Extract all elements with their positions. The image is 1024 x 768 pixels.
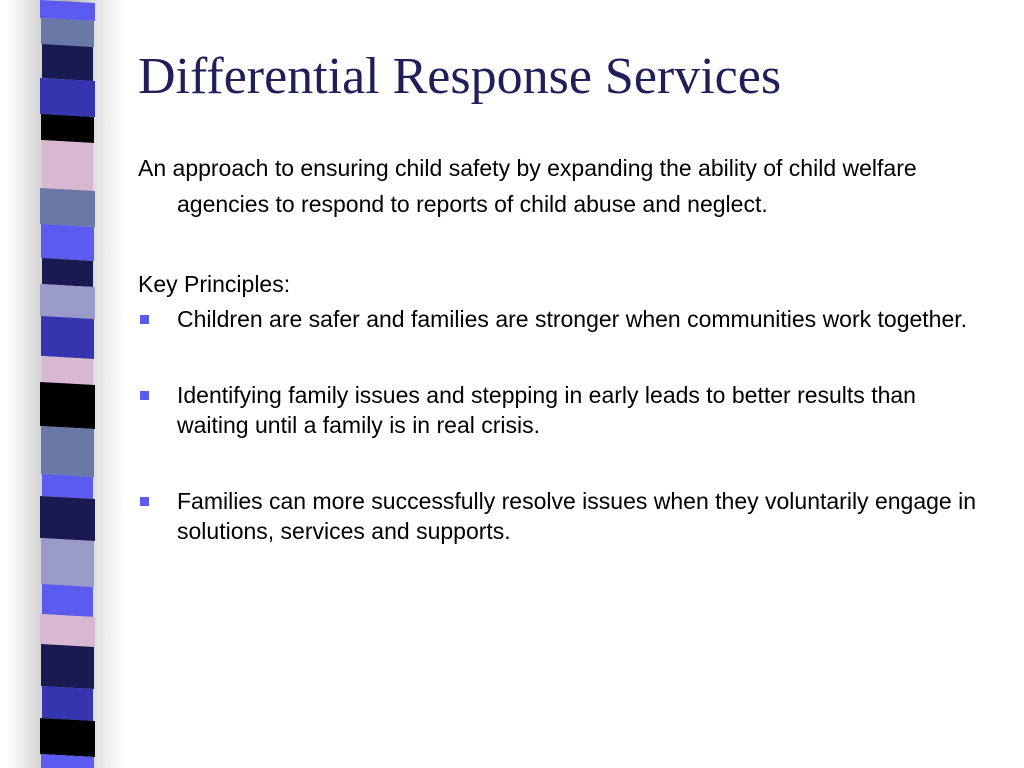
stripe-band	[41, 644, 94, 689]
stripe-band	[42, 140, 93, 191]
stripe-band	[41, 538, 94, 587]
stripe-band	[41, 114, 94, 143]
slide-body	[138, 150, 988, 592]
principle-item	[138, 380, 988, 440]
principle-text: Children are safer and families are stronger when communities work together.	[177, 306, 968, 332]
stripe-band	[40, 78, 95, 117]
stripe-band	[40, 0, 95, 21]
stripe-band	[41, 18, 94, 47]
stripe-band	[41, 316, 94, 359]
principles-heading: Key Principles:	[138, 271, 291, 297]
stripe-band	[42, 44, 93, 81]
stripe-band	[42, 356, 93, 385]
square-bullet-icon	[140, 315, 149, 324]
principle-text: Families can more successfully resolve issues when they voluntarily engage in solutions, services and supports.	[177, 488, 976, 544]
principle-text: Identifying family issues and stepping in early leads to better results than waiting until a family is in real crisis.	[177, 382, 916, 438]
intro-paragraph: An approach to ensuring child safety by expanding the ability of child welfare agencies to respond to reports of child abuse and neglect.	[138, 155, 917, 217]
stripe-band	[42, 584, 93, 617]
stripe-band	[40, 284, 95, 319]
stripe-band	[42, 686, 93, 721]
square-bullet-icon	[140, 391, 149, 400]
stripe-band	[40, 382, 95, 429]
principles-list	[138, 304, 988, 546]
stripe-band	[40, 496, 95, 541]
stripe-band	[42, 474, 93, 499]
principle-item	[138, 304, 988, 334]
stripe-band	[40, 718, 95, 757]
stripe-band	[41, 224, 94, 261]
stripe-band	[41, 426, 94, 477]
square-bullet-icon	[140, 497, 149, 506]
slide-title: Differential Response Services	[138, 48, 782, 105]
stripe-band	[42, 258, 93, 287]
principle-item	[138, 486, 988, 546]
stripe-band	[40, 188, 95, 227]
stripe-band	[40, 614, 95, 647]
